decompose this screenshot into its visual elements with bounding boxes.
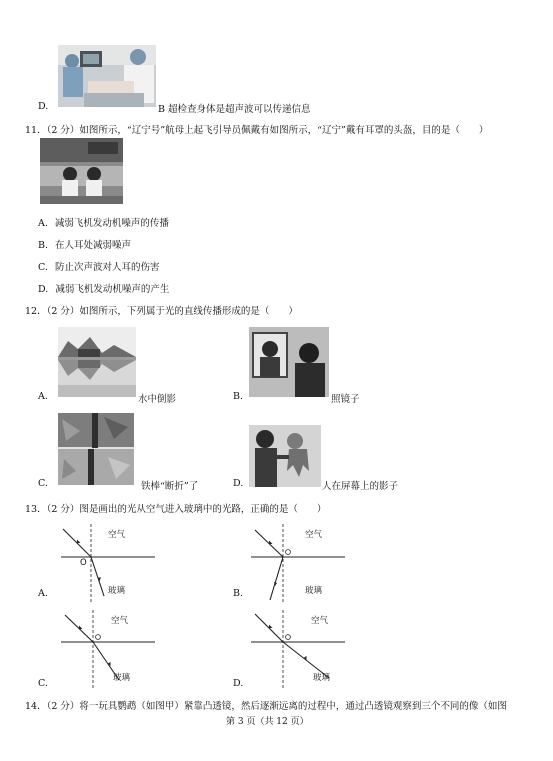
glass-label: 玻璃 [305,586,323,596]
option-letter: B. [38,240,49,251]
q13-option-b-letter: B. [233,588,244,599]
refraction-diagram-d [243,608,353,693]
q12-option-a-letter: A. [38,391,48,402]
q12-stem: 12．（2 分）如图所示，下列属于光的直线传播形成的是（ ） [25,306,298,317]
q12-option-d-letter: D. [233,478,244,489]
q13-stem: 13．（2 分）图是画出的光从空气进入玻璃中的光路，正确的是（ ） [25,504,327,515]
air-label: 空气 [305,530,323,540]
q12-option-c-text: 铁棒“断折”了 [141,481,199,492]
option-letter: D. [38,284,49,295]
bent-rod-photo [58,413,134,485]
q13-option-c-letter: C. [38,678,48,689]
q11-option-b [38,237,131,251]
q12-option-d-text: 人在屏幕上的影子 [322,481,399,492]
option-text: 减弱飞机发动机噪声的传播 [54,218,169,229]
page-footer: 第 3 页（共 12 页） [226,717,309,727]
glass-label: 玻璃 [108,586,126,596]
origin-label: O [80,558,87,568]
shadow-photo [249,425,321,487]
refraction-diagram-a [53,522,163,607]
option-text: 减弱飞机发动机噪声的产生 [55,284,170,295]
q13-option-d-letter: D. [233,678,244,689]
glass-label: 玻璃 [313,673,331,683]
option-letter: C. [38,262,48,273]
air-label: 空气 [311,616,329,626]
reflection-photo [58,327,136,397]
q11-option-a [38,215,169,229]
option-text: 在人耳处减弱噪声 [55,240,132,251]
q10-option-d-letter: D. [38,101,49,112]
q12-option-a-text: 水中倒影 [138,394,177,405]
q11-option-d [38,281,169,295]
option-text: 防止次声波对人耳的伤害 [54,262,160,273]
q13-option-a-letter: A. [38,588,48,599]
q14-stem: 14．（2 分）将一玩具鹦鹉（如图甲）紧靠凸透镜，然后逐渐远离的过程中，通过凸透镜观察到三个不同的像（如图 [25,701,507,712]
refraction-diagram-b [243,522,353,607]
q12-option-c-letter: C. [38,478,48,489]
q12-option-b-letter: B. [233,391,244,402]
q12-option-b-text: 照镜子 [331,394,360,405]
q11-stem: 11．（2 分）如图所示，“辽宁号”航母上起飞引导员佩戴有如图所示，“辽宁”戴有耳罩的头盔，目的是（ ） [25,125,489,136]
ultrasound-photo [58,45,156,107]
air-label: 空气 [108,530,126,540]
q11-option-c [38,259,160,273]
mirror-photo [249,327,329,397]
helmet-photo [40,138,123,204]
air-label: 空气 [111,616,129,626]
option-letter: A. [38,218,48,229]
q10-option-d-text: B 超检查身体是超声波可以传递信息 [158,104,311,115]
glass-label: 玻璃 [113,673,131,683]
refraction-diagram-c [53,608,163,693]
